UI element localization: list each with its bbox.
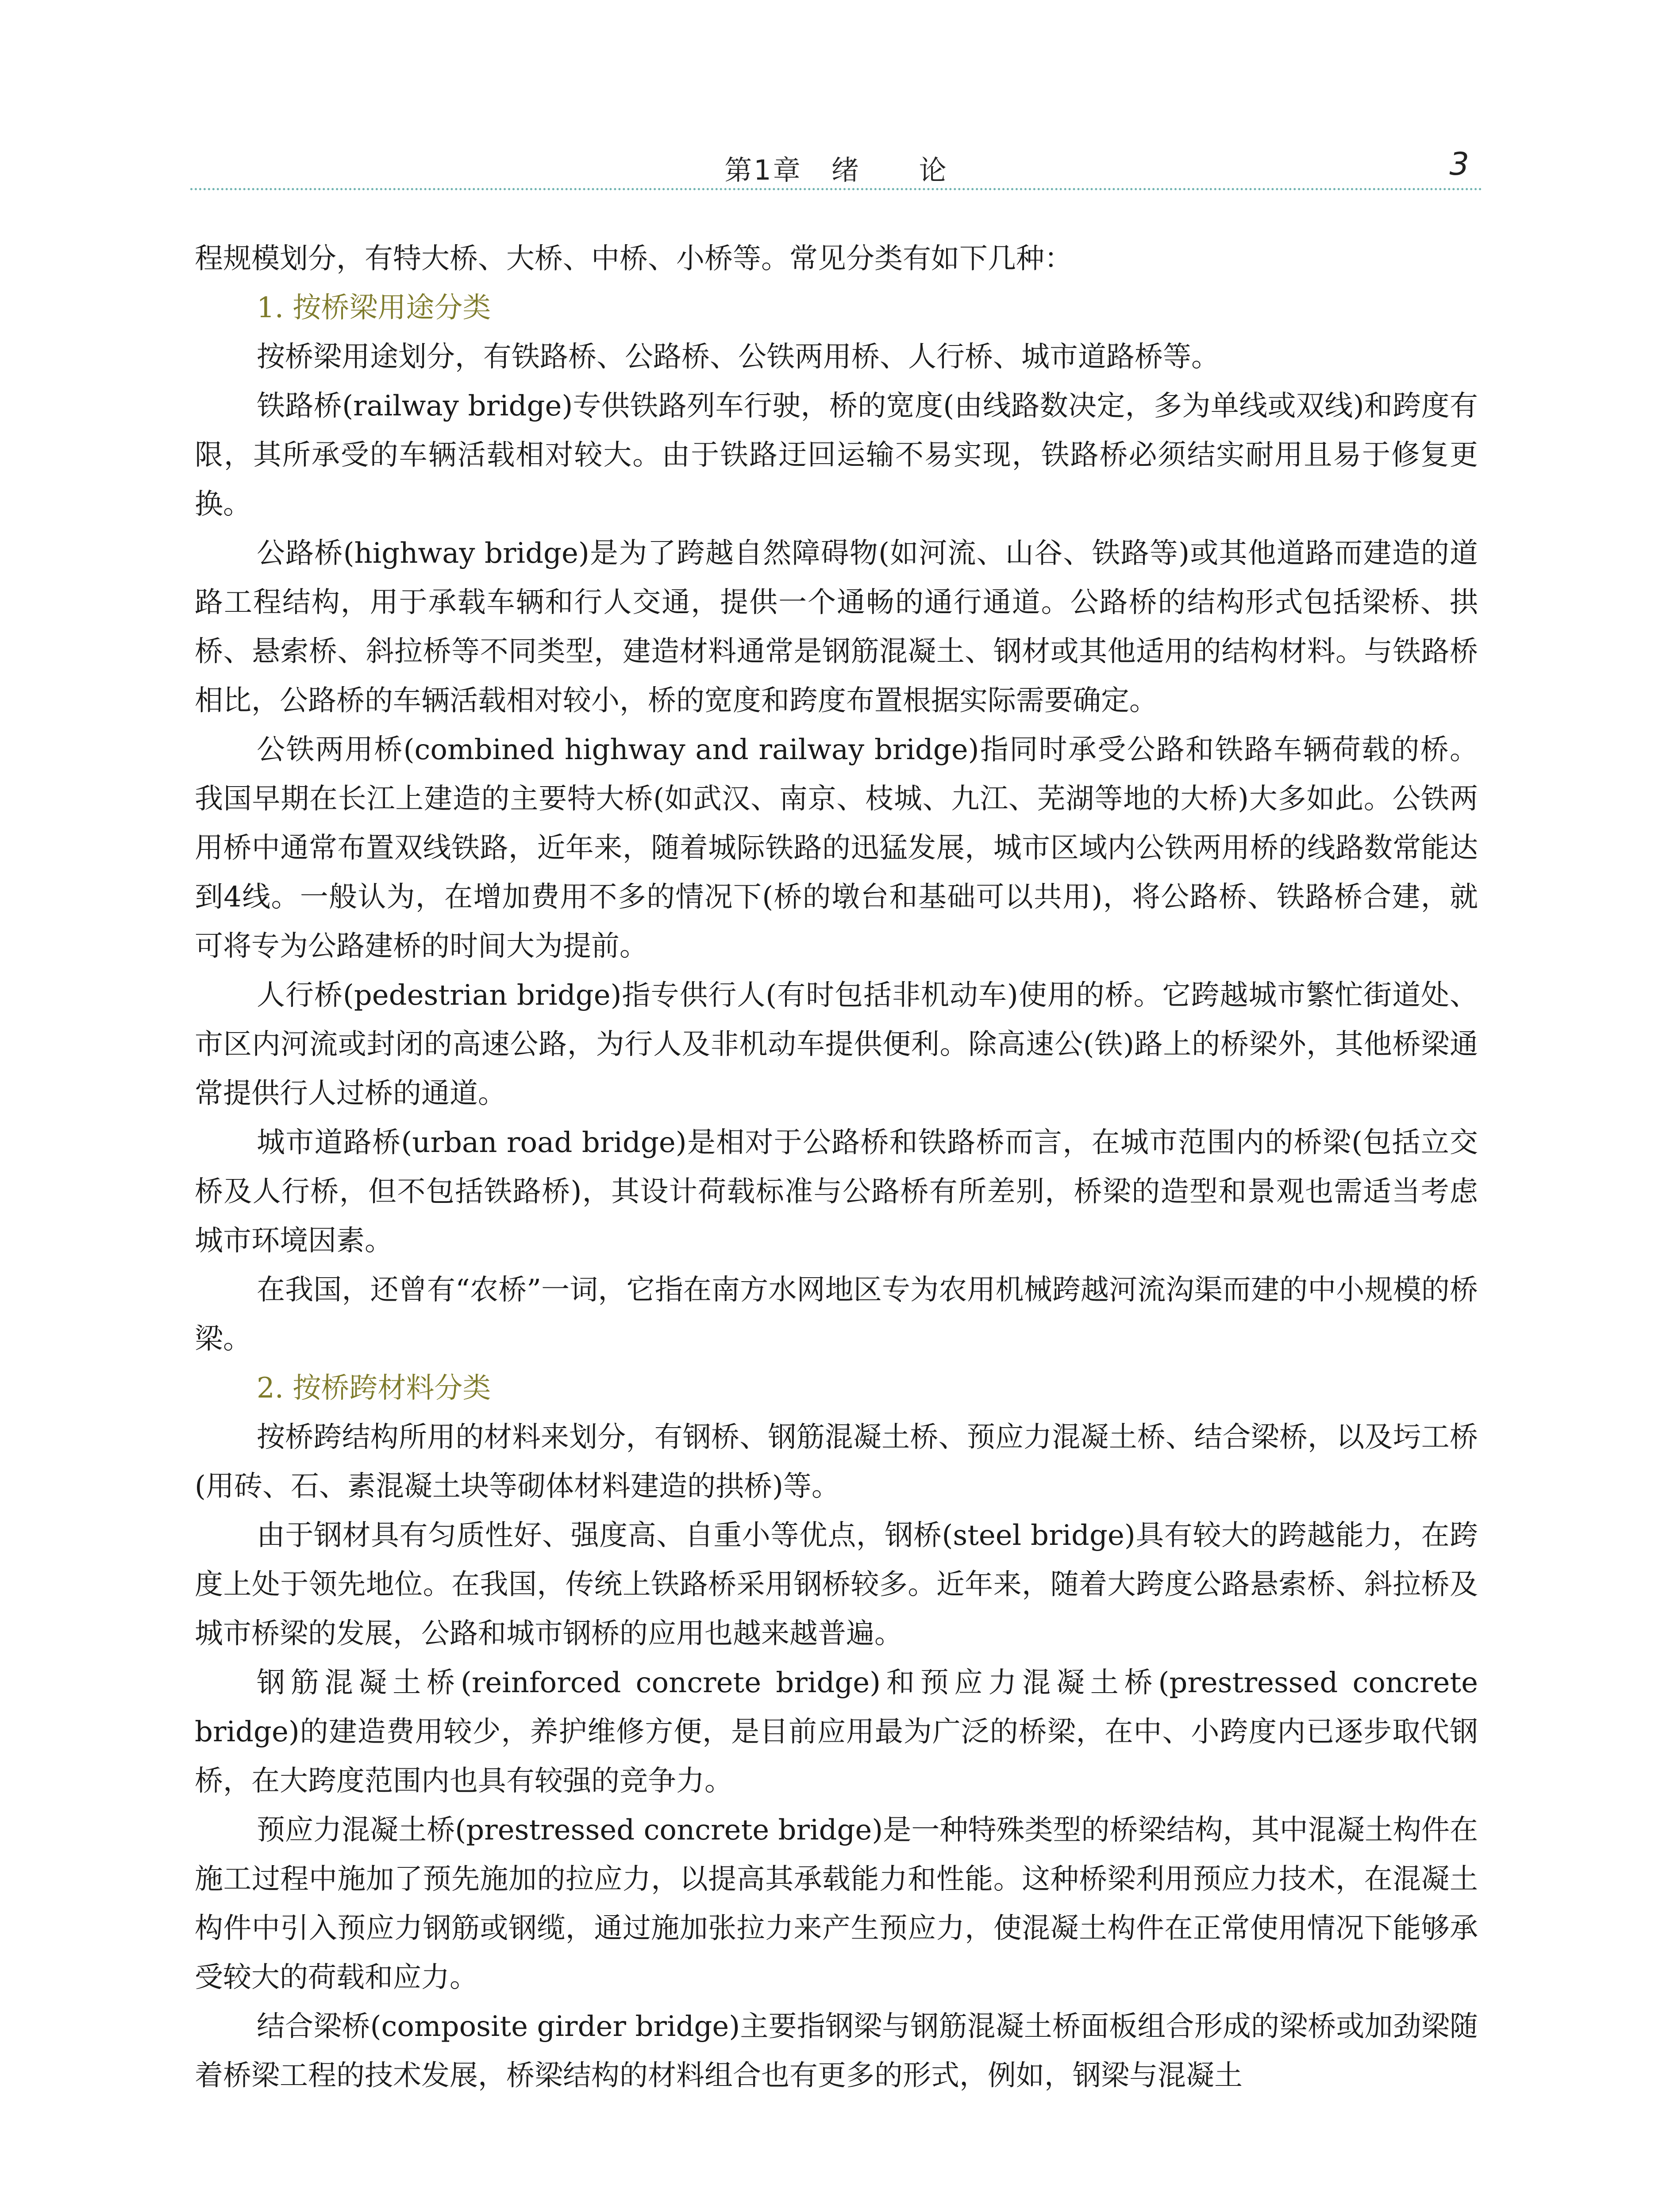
header-divider <box>190 188 1482 190</box>
body-text <box>195 234 1478 2101</box>
paragraph: 按桥梁用途划分，有铁路桥、公路桥、公铁两用桥、人行桥、城市道路桥等。 <box>257 341 1220 373</box>
paragraph: 结合梁桥(composite girder bridge)主要指钢梁与钢筋混凝土桥面板组合形成的梁桥或加劲梁随着桥梁工程的技术发展，桥梁结构的材料组合也有更多的形式，例如，钢梁与混凝土 <box>195 2010 1478 2092</box>
paragraph: 在我国，还曾有“农桥”一词，它指在南方水网地区专为农用机械跨越河流沟渠而建的中小规模的桥梁。 <box>195 1274 1478 1356</box>
paragraph: 预应力混凝土桥(prestressed concrete bridge)是一种特殊类型的桥梁结构，其中混凝土构件在施工过程中施加了预先施加的拉应力，以提高其承载能力和性能。这种桥梁利用预应力技术，在混凝土构件中引入预应力钢筋或钢缆，通过施加张拉力来产生预应力，使混凝土构件在正常使用情况下能够承受较大的荷载和应力。 <box>195 1814 1478 1994</box>
page-header <box>190 139 1482 188</box>
paragraph: 人行桥(pedestrian bridge)指专供行人(有时包括非机动车)使用的桥。它跨越城市繁忙街道处、市区内河流或封闭的高速公路，为行人及非机动车提供便利。除高速公(铁)路上的桥梁外，其他桥梁通常提供行人过桥的通道。 <box>195 979 1478 1110</box>
section-heading-by-use: 1. 按桥梁用途分类 <box>257 292 491 324</box>
paragraph: 铁路桥(railway bridge)专供铁路列车行驶，桥的宽度(由线路数决定，多为单线或双线)和跨度有限，其所承受的车辆活载相对较大。由于铁路迂回运输不易实现，铁路桥必须结实耐用且易于修复更换。 <box>195 390 1478 521</box>
page-number: 3 <box>1449 146 1469 182</box>
paragraph: 按桥跨结构所用的材料来划分，有钢桥、钢筋混凝土桥、预应力混凝土桥、结合梁桥，以及圬工桥(用砖、石、素混凝土块等砌体材料建造的拱桥)等。 <box>195 1421 1478 1503</box>
paragraph: 城市道路桥(urban road bridge)是相对于公路桥和铁路桥而言，在城市范围内的桥梁(包括立交桥及人行桥，但不包括铁路桥)，其设计荷载标准与公路桥有所差别，桥梁的造型和景观也需适当考虑城市环境因素。 <box>195 1126 1478 1257</box>
paragraph: 由于钢材具有匀质性好、强度高、自重小等优点，钢桥(steel bridge)具有较大的跨越能力，在跨度上处于领先地位。在我国，传统上铁路桥采用钢桥较多。近年来，随着大跨度公路悬索桥、斜拉桥及城市桥梁的发展，公路和城市钢桥的应用也越来越普遍。 <box>195 1519 1478 1650</box>
paragraph: 公铁两用桥(combined highway and railway bridge)指同时承受公路和铁路车辆荷载的桥。我国早期在长江上建造的主要特大桥(如武汉、南京、枝城、九江、芜湖等地的大桥)大多如此。公铁两用桥中通常布置双线铁路，近年来，随着城际铁路的迅猛发展，城市区域内公铁两用桥的线路数常能达到4线。一般认为，在增加费用不多的情况下(桥的墩台和基础可以共用)，将公路桥、铁路桥合建，就可将专为公路建桥的时间大为提前。 <box>195 733 1478 963</box>
paragraph: 钢筋混凝土桥(reinforced concrete bridge)和预应力混凝土桥(prestressed concrete bridge)的建造费用较少，养护维修方便，是目前应用最为广泛的桥梁，在中、小跨度内已逐步取代钢桥，在大跨度范围内也具有较强的竞争力。 <box>195 1667 1478 1797</box>
paragraph-continuation: 程规模划分，有特大桥、大桥、中桥、小桥等。常见分类有如下几种： <box>195 242 1073 275</box>
running-head: 第1章 绪 论 <box>724 154 948 186</box>
paragraph: 公路桥(highway bridge)是为了跨越自然障碍物(如河流、山谷、铁路等)或其他道路而建造的道路工程结构，用于承载车辆和行人交通，提供一个通畅的通行通道。公路桥的结构形式包括梁桥、拱桥、悬索桥、斜拉桥等不同类型，建造材料通常是钢筋混凝土、钢材或其他适用的结构材料。与铁路桥相比，公路桥的车辆活载相对较小，桥的宽度和跨度布置根据实际需要确定。 <box>195 537 1478 717</box>
section-heading-by-material: 2. 按桥跨材料分类 <box>257 1372 491 1405</box>
